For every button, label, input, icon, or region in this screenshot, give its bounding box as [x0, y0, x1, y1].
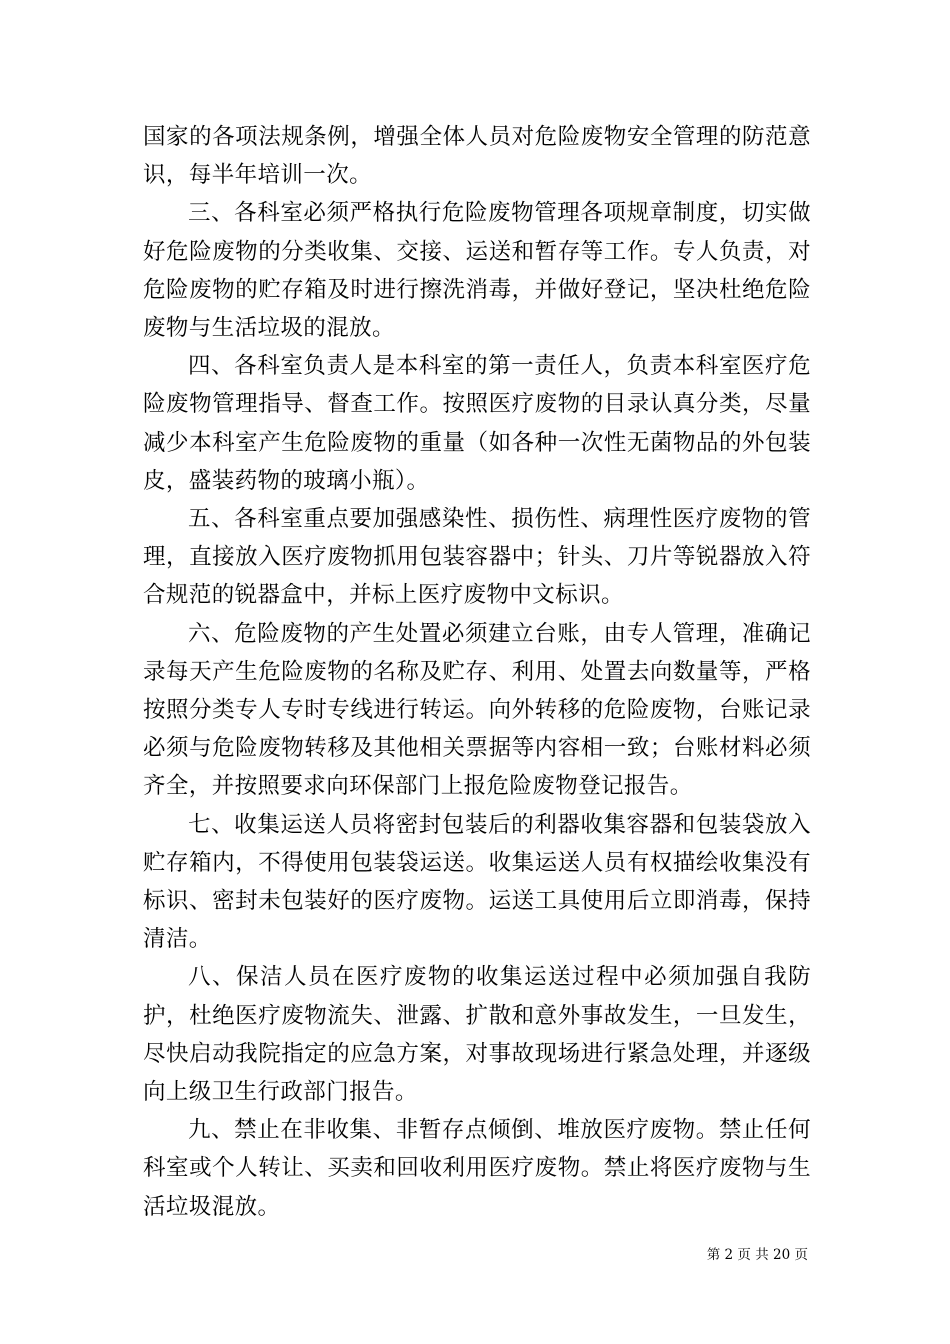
page-number-footer: 第 2 页 共 20 页 — [706, 1247, 808, 1263]
paragraph-item-8: 八、保洁人员在医疗废物的收集运送过程中必须加强自我防护，杜绝医疗废物流失、泄露、扩散和意外事故发生，一旦发生，尽快启动我院指定的应急方案，对事故现场进行紧急处理，并逐级向上级卫生行政部门报告。 — [143, 964, 811, 1106]
paragraph-item-6: 六、危险废物的产生处置必须建立台账，由专人管理，准确记录每天产生危险废物的名称及贮存、利用、处置去向数量等，严格按照分类专人专时专线进行转运。向外转移的危险废物，台账记录必须与危险废物转移及其他相关票据等内容相一致；台账材料必须齐全，并按照要求向环保部门上报危险废物登记报告。 — [143, 620, 811, 800]
paragraph-item-7: 七、收集运送人员将密封包装后的利器收集容器和包装袋放入贮存箱内，不得使用包装袋运送。收集运送人员有权描绘收集没有标识、密封未包装好的医疗废物。运送工具使用后立即消毒，保持清洁。 — [143, 811, 811, 953]
paragraph-item-5: 五、各科室重点要加强感染性、损伤性、病理性医疗废物的管理，直接放入医疗废物抓用包装容器中；针头、刀片等锐器放入符合规范的锐器盒中，并标上医疗废物中文标识。 — [143, 506, 811, 609]
paragraph-item-3: 三、各科室必须严格执行危险废物管理各项规章制度，切实做好危险废物的分类收集、交接、运送和暂存等工作。专人负责，对危险废物的贮存箱及时进行擦洗消毒，并做好登记，坚决杜绝危险废物与生活垃圾的混放。 — [143, 200, 811, 342]
document-body — [143, 118, 811, 1226]
paragraph-item-9: 九、禁止在非收集、非暂存点倾倒、堆放医疗废物。禁止任何科室或个人转让、买卖和回收利用医疗废物。禁止将医疗废物与生活垃圾混放。 — [143, 1117, 811, 1220]
paragraph-item-4: 四、各科室负责人是本科室的第一责任人，负责本科室医疗危险废物管理指导、督查工作。按照医疗废物的目录认真分类，尽量减少本科室产生危险废物的重量（如各种一次性无菌物品的外包装皮，盛装药物的玻璃小瓶）。 — [143, 353, 811, 494]
paragraph-continuation: 国家的各项法规条例，增强全体人员对危险废物安全管理的防范意识，每半年培训一次。 — [143, 124, 811, 189]
